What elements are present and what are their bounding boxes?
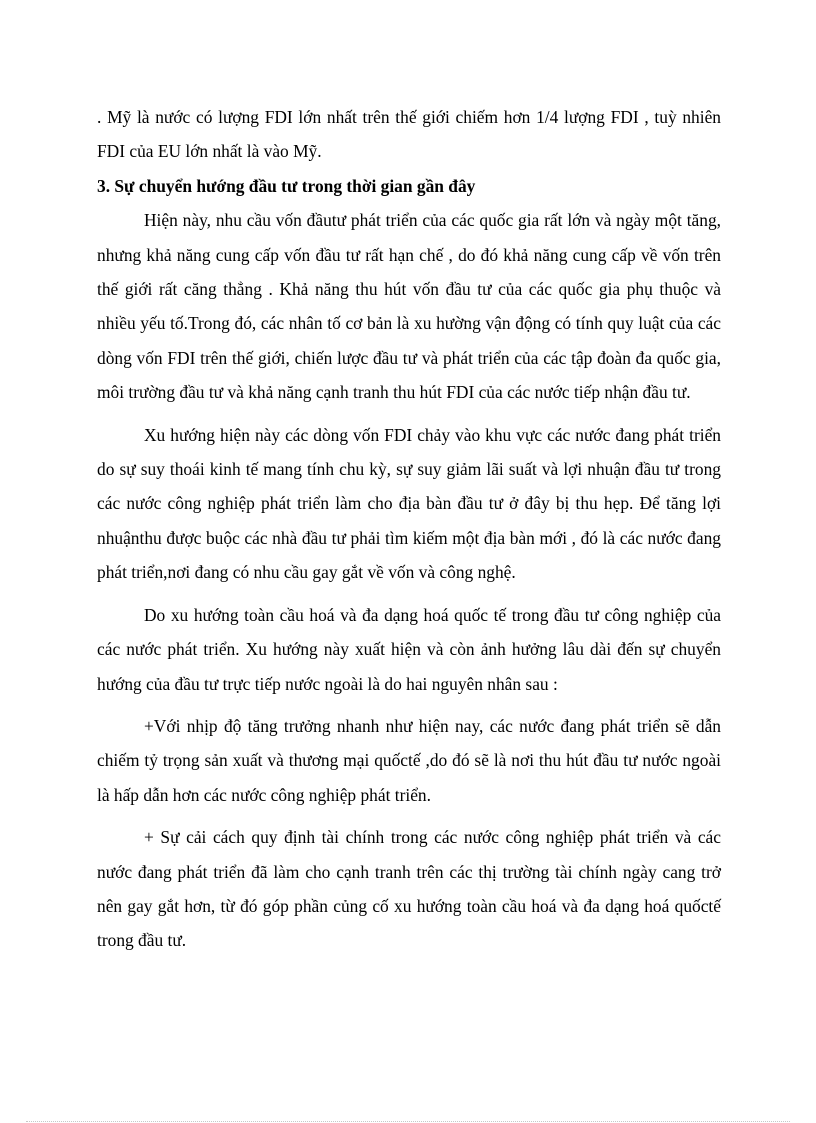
section-heading: 3. Sự chuyển hướng đầu tư trong thời gian gần đây xyxy=(97,175,476,196)
document-body xyxy=(97,100,721,958)
paragraph-current-needs: Hiện này, nhu cầu vốn đầutư phát triển của các quốc gia rất lớn và ngày một tăng, nhưng khả năng cung cấp vốn đầu tư rất hạn chế , do đó khả năng cung cấp về vốn trên thế giới rất căng thẳng . Khả năng thu hút vốn đầu tư của các quốc gia phụ thuộc và nhiều yếu tố.Trong đó, các nhân tố cơ bản là xu hường vận động có tính quy luật của các dòng vốn FDI trên thế giới, chiến lược đầu tư và phát triển của các tập đoàn đa quốc gia, môi trường đầu tư và khả năng cạnh tranh thu hút FDI của các nước tiếp nhận đầu tư. xyxy=(97,210,721,403)
page-bottom-divider xyxy=(26,1121,790,1122)
paragraph-fdi-trend: Xu hướng hiện này các dòng vốn FDI chảy vào khu vực các nước đang phát triển do sự suy thoái kinh tế mang tính chu kỳ, sự suy giảm lãi suất và lợi nhuận đầu tư trong các nước công nghiệp phát triển làm cho địa bàn đầu tư ở đây bị thu hẹp. Để tăng lợi nhuậnthu được buộc các nhà đầu tư phải tìm kiếm một địa bàn mới , đó là các nước đang phát triển,nơi đang có nhu cầu gay gắt về vốn và công nghệ. xyxy=(97,424,721,583)
paragraph-finance-reform-point: + Sự cải cách quy định tài chính trong các nước công nghiệp phát triển và các nước đang phát triển đã làm cho cạnh tranh trên các thị trường tài chính ngày cang trở nên gay gắt hơn, từ đó góp phần củng cố xu hướng toàn cầu hoá và đa dạng hoá quốctế trong đầu tư. xyxy=(97,827,721,951)
paragraph-continuation: . Mỹ là nước có lượng FDI lớn nhất trên thế giới chiếm hơn 1/4 lượng FDI , tuỳ nhiên FDI của EU lớn nhất là vào Mỹ. xyxy=(97,107,721,162)
paragraph-globalization: Do xu hướng toàn cầu hoá và đa dạng hoá quốc tế trong đầu tư công nghiệp của các nước phát triển. Xu hướng này xuất hiện và còn ảnh hưởng lâu dài đến sự chuyển hướng của đầu tư trực tiếp nước ngoài là do hai nguyên nhân sau : xyxy=(97,604,721,694)
paragraph-growth-point: +Với nhịp độ tăng trưởng nhanh như hiện nay, các nước đang phát triển sẽ dẫn chiếm tỷ trọng sản xuất và thương mại quốctế ,do đó sẽ là nơi thu hút đầu tư nước ngoài là hấp dẫn hơn các nước công nghiệp phát triển. xyxy=(97,715,721,805)
